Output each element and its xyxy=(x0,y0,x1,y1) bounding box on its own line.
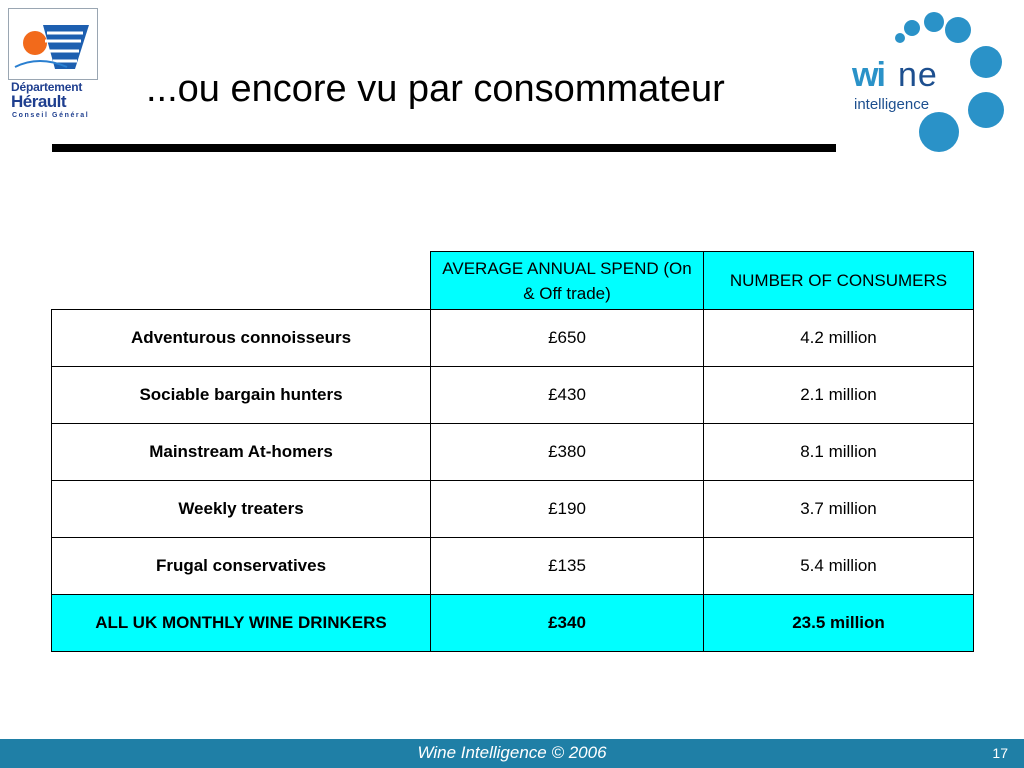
page-number: 17 xyxy=(992,745,1008,761)
consumers-cell: 3.7 million xyxy=(704,481,974,538)
table-row xyxy=(52,424,974,481)
consumers-cell: 2.1 million xyxy=(704,367,974,424)
logo-left-line3: Conseil Général xyxy=(12,112,90,119)
logo-right-sub: intelligence xyxy=(854,96,930,113)
table-row xyxy=(52,367,974,424)
herault-logo xyxy=(8,8,98,120)
herault-emblem-icon xyxy=(9,9,97,79)
spend-cell: £430 xyxy=(431,367,704,424)
consumers-cell: 5.4 million xyxy=(704,538,974,595)
table-header-row xyxy=(52,252,974,310)
footer-copyright: Wine Intelligence © 2006 xyxy=(417,743,607,762)
spend-cell: £190 xyxy=(431,481,704,538)
total-spend-cell: £340 xyxy=(431,595,704,652)
consumers-cell: 8.1 million xyxy=(704,424,974,481)
wine-intelligence-logo xyxy=(846,10,1011,158)
slide-title: ...ou encore vu par consommateur xyxy=(146,68,725,110)
consumer-segments-table xyxy=(51,251,974,652)
spend-cell: £135 xyxy=(431,538,704,595)
header-cell-consumers: NUMBER OF CONSUMERS xyxy=(704,252,974,310)
segment-cell: Adventurous connoisseurs xyxy=(52,310,431,367)
title-divider xyxy=(52,144,836,152)
table-row xyxy=(52,481,974,538)
logo-left-line2: Hérault xyxy=(11,92,67,111)
segment-cell: Sociable bargain hunters xyxy=(52,367,431,424)
segment-cell: Mainstream At-homers xyxy=(52,424,431,481)
segment-cell: Weekly treaters xyxy=(52,481,431,538)
herault-logo-mark xyxy=(8,8,98,80)
table-total-row xyxy=(52,595,974,652)
logo-right-ine: ne xyxy=(898,56,938,94)
table-row xyxy=(52,538,974,595)
spend-cell: £380 xyxy=(431,424,704,481)
table-row xyxy=(52,310,974,367)
segment-cell: Frugal conservatives xyxy=(52,538,431,595)
total-consumers-cell: 23.5 million xyxy=(704,595,974,652)
logo-left-line1: Département xyxy=(11,80,83,94)
footer-bar xyxy=(0,739,1024,768)
header-cell-spend: AVERAGE ANNUAL SPEND (On & Off trade) xyxy=(431,252,704,310)
consumers-cell: 4.2 million xyxy=(704,310,974,367)
total-segment-cell: ALL UK MONTHLY WINE DRINKERS xyxy=(52,595,431,652)
spend-cell: £650 xyxy=(431,310,704,367)
header-cell-blank xyxy=(52,252,431,310)
logo-right-w: wi xyxy=(852,56,884,94)
